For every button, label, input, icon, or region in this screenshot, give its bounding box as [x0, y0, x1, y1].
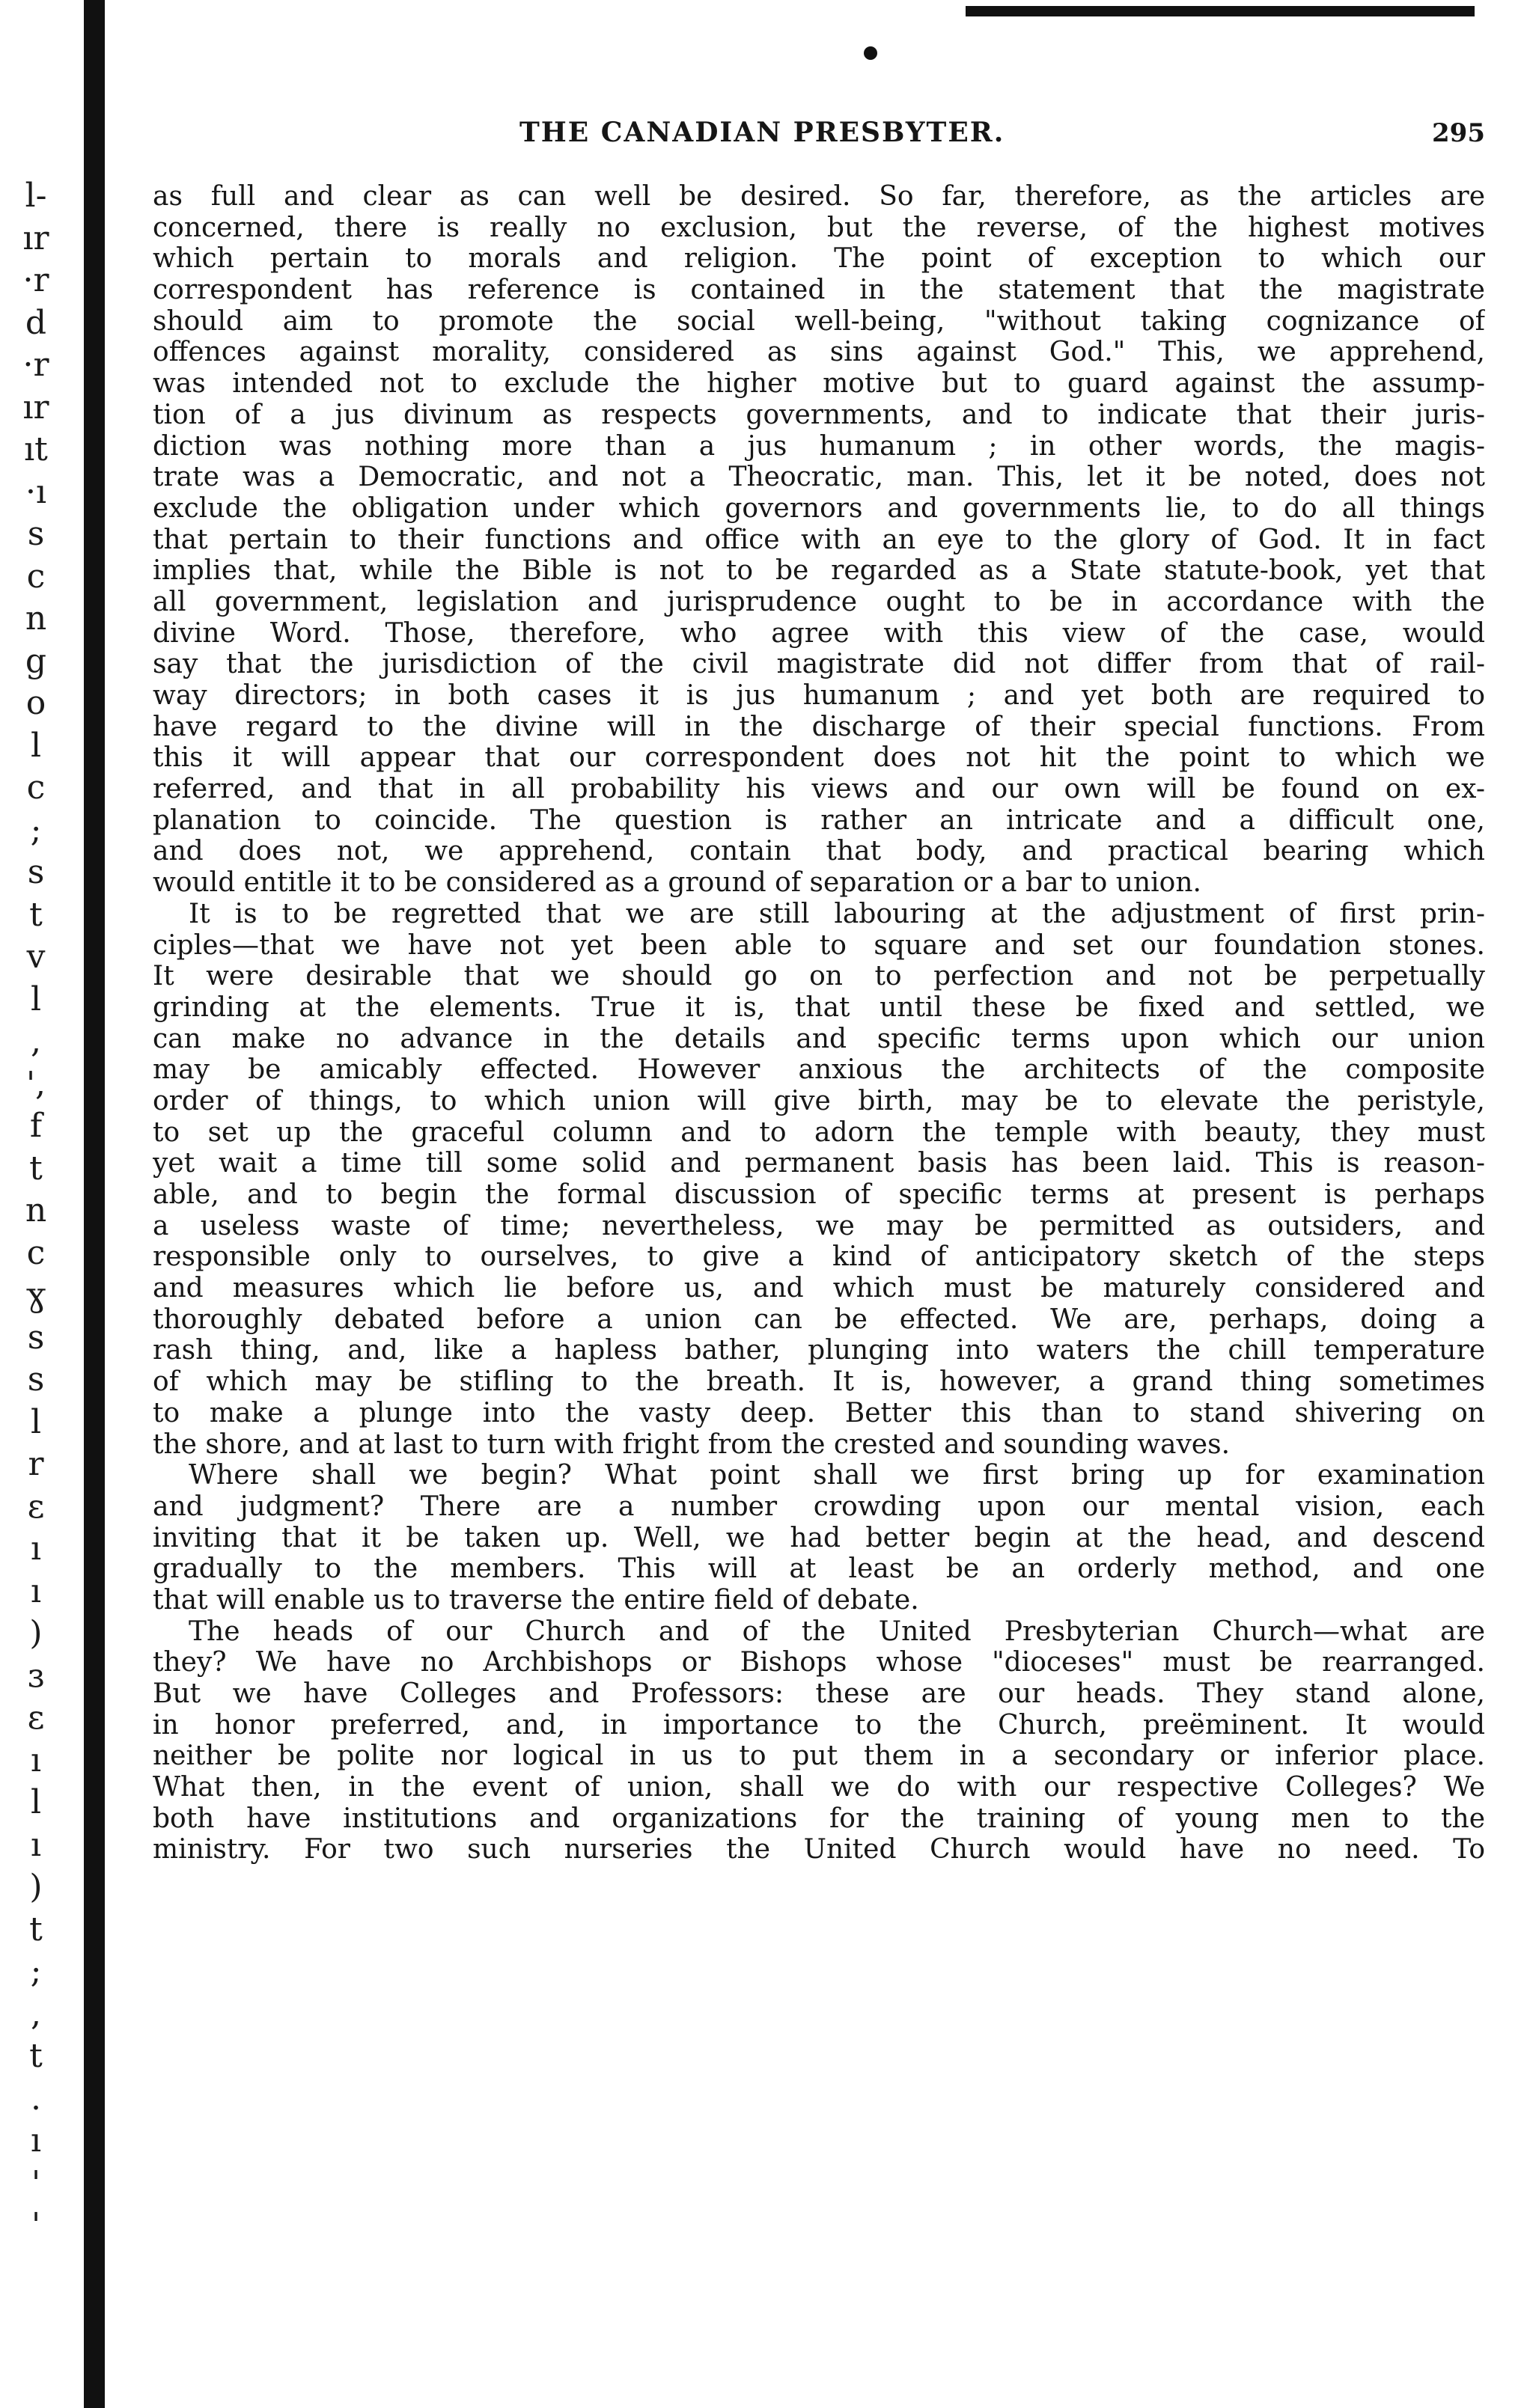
margin-fragment: ı [30, 1741, 42, 1779]
text-line: divine Word. Those, therefore, who agree with this view of the case, would [153, 617, 1485, 649]
text-line: order of things, to which union will give birth, may be to elevate the peristyle, [153, 1085, 1485, 1116]
margin-fragment: l [30, 1402, 42, 1441]
margin-fragment: ε [27, 1487, 45, 1526]
text-line: planation to coincide. The question is rather an intricate and a difficult one, [153, 804, 1485, 836]
text-line: and judgment? There are a number crowding upon our mental vision, each [153, 1491, 1485, 1522]
page-header [153, 117, 1485, 169]
margin-fragment: s [27, 1318, 45, 1357]
text-line: to make a plunge into the vasty deep. Better this than to stand shivering on [153, 1397, 1485, 1428]
margin-fragment: ɛ [27, 1699, 45, 1737]
text-line: It were desirable that we should go on to perfection and not be perpetually [153, 961, 1485, 992]
margin-fragment: ı [30, 1571, 42, 1610]
page-number: 295 [1432, 118, 1485, 148]
margin-fragment: f [29, 1107, 43, 1145]
text-line: yet wait a time till some solid and permanent basis has been laid. This is reason- [153, 1148, 1485, 1179]
margin-fragment: n [25, 1191, 47, 1229]
running-title: THE CANADIAN PRESBYTER. [519, 117, 1005, 148]
text-line: have regard to the divine will in the discharge of their special functions. From [153, 711, 1485, 742]
article-body [153, 181, 1485, 2336]
margin-fragment: ) [29, 1868, 43, 1906]
text-line: offences against morality, considered as sins against God." This, we apprehend, [153, 337, 1485, 368]
text-line: grinding at the elements. True it is, that until these be fixed and settled, we [153, 991, 1485, 1023]
margin-fragment: ·r [22, 261, 49, 299]
text-line: correspondent has reference is contained in the statement that the magistrate [153, 275, 1485, 306]
text-line: may be amicably effected. However anxious the architects of the composite [153, 1054, 1485, 1086]
text-line: as full and clear as can well be desired. So far, therefore, as the articles are [153, 181, 1485, 212]
margin-fragment: g [25, 641, 47, 680]
text-line: way directors; in both cases it is jus humanum ; and yet both are required to [153, 680, 1485, 711]
margin-fragment: ' [31, 2206, 41, 2244]
text-line: was intended not to exclude the higher motive but to guard against the assump- [153, 368, 1485, 400]
margin-fragment: l- [25, 177, 47, 215]
text-line: ciples—that we have not yet been able to square and set our foundation stones. [153, 929, 1485, 961]
margin-fragment: t [29, 2037, 43, 2075]
margin-fragment: , [31, 1022, 41, 1060]
margin-fragment: s [27, 515, 45, 553]
margin-fragment: ' [31, 2163, 41, 2202]
margin-fragment: l [30, 1783, 42, 1821]
margin-fragment: s [27, 1360, 45, 1399]
margin-fragment: ·ı [25, 472, 47, 511]
margin-fragment: ; [30, 1952, 42, 1990]
text-line: ministry. For two such nurseries the United Church would have no need. To [153, 1834, 1485, 1865]
text-line: It is to be regretted that we are still labouring at the adjustment of first prin- [189, 898, 1485, 929]
text-line: rash thing, and, like a hapless bather, plunging into waters the chill temperature [153, 1335, 1485, 1366]
margin-fragment: t [29, 1910, 43, 1949]
margin-fragment: ı [30, 1825, 42, 1864]
left-margin-fragments [0, 177, 72, 2260]
text-line: tion of a jus divinum as respects governments, and to indicate that their juris- [153, 399, 1485, 430]
text-line: diction was nothing more than a jus humanum ; in other words, the magis- [153, 430, 1485, 462]
margin-fragment: ı [30, 2121, 42, 2160]
text-line: concerned, there is really no exclusion, but the reverse, of the highest motives [153, 212, 1485, 243]
text-line: that pertain to their functions and office with an eye to the glory of God. It in fact [153, 524, 1485, 555]
margin-fragment: ) [29, 1614, 43, 1652]
text-line: in honor preferred, and, in importance to the Church, preëminent. It would [153, 1709, 1485, 1741]
text-line: of which may be stifling to the breath. It is, however, a grand thing sometimes [153, 1366, 1485, 1398]
text-line: trate was a Democratic, and not a Theocratic, man. This, let it be noted, does not [153, 462, 1485, 493]
text-line: implies that, while the Bible is not to be regarded as a State statute-book, yet that [153, 555, 1485, 587]
text-line: and measures which lie before us, and which must be maturely considered and [153, 1273, 1485, 1304]
text-line: can make no advance in the details and specific terms upon which our union [153, 1023, 1485, 1054]
text-line: Where shall we begin? What point shall we first bring up for examination [189, 1460, 1485, 1491]
text-line: inviting that it be taken up. Well, we had better begin at the head, and descend [153, 1522, 1485, 1553]
text-line: referred, and that in all probability his views and our own will be found on ex- [153, 774, 1485, 805]
text-line: would entitle it to be considered as a ground of separation or a bar to union. [153, 867, 1201, 899]
text-line: able, and to begin the formal discussion of specific terms at present is perhaps [153, 1179, 1485, 1210]
margin-fragment: l [30, 726, 42, 765]
text-line: both have institutions and organizations for the training of young men to the [153, 1803, 1485, 1834]
text-line: thoroughly debated before a union can be effected. We are, perhaps, doing a [153, 1304, 1485, 1335]
margin-fragment: r [28, 1445, 44, 1483]
gutter-rule [84, 0, 105, 2408]
margin-fragment: ır [22, 388, 49, 427]
scan-dot-mark [864, 46, 877, 60]
margin-fragment: l [30, 980, 42, 1018]
margin-fragment: ·r [22, 346, 49, 384]
text-line: gradually to the members. This will at least be an orderly method, and one [153, 1553, 1485, 1585]
text-line: to set up the graceful column and to adorn the temple with beauty, they must [153, 1116, 1485, 1148]
margin-fragment: o [25, 684, 46, 722]
margin-fragment: ır [22, 219, 49, 257]
text-line: But we have Colleges and Professors: these are our heads. They stand alone, [153, 1678, 1485, 1709]
text-line: should aim to promote the social well-being, "without taking cognizance of [153, 305, 1485, 337]
text-line: that will enable us to traverse the entire field of debate. [153, 1584, 919, 1616]
text-line: responsible only to ourselves, to give a kind of anticipatory sketch of the steps [153, 1241, 1485, 1273]
margin-fragment: c [26, 768, 46, 807]
margin-fragment: t [29, 895, 43, 934]
text-line: they? We have no Archbishops or Bishops whose "dioceses" must be rearranged. [153, 1647, 1485, 1678]
margin-fragment: d [25, 303, 47, 342]
margin-fragment: ; [30, 810, 42, 849]
text-line: a useless waste of time; nevertheless, we may be permitted as outsiders, and [153, 1210, 1485, 1241]
margin-fragment: , [31, 1994, 41, 2033]
margin-fragment: ı [30, 1530, 42, 1568]
margin-fragment: ɜ [27, 1656, 45, 1695]
margin-fragment: . [31, 2079, 41, 2118]
margin-fragment: v [26, 938, 46, 976]
margin-fragment: t [29, 1149, 43, 1188]
text-line: the shore, and at last to turn with fright from the crested and sounding waves. [153, 1428, 1231, 1460]
text-line: exclude the obligation under which governors and governments lie, to do all things [153, 492, 1485, 524]
scan-top-rule [966, 6, 1475, 16]
margin-fragment: ', [25, 1064, 46, 1103]
text-line: which pertain to morals and religion. The point of exception to which our [153, 243, 1485, 275]
margin-fragment: ıt [24, 430, 48, 468]
text-line: this it will appear that our correspondent does not hit the point to which we [153, 742, 1485, 774]
text-line: neither be polite nor logical in us to put them in a secondary or inferior place. [153, 1741, 1485, 1772]
text-line: The heads of our Church and of the United Presbyterian Church—what are [189, 1616, 1485, 1647]
text-line: and does not, we apprehend, contain that body, and practical bearing which [153, 836, 1485, 867]
margin-fragment: n [25, 599, 47, 638]
margin-fragment: c [26, 1233, 46, 1272]
text-line: say that the jurisdiction of the civil magistrate did not differ from that of rail- [153, 649, 1485, 680]
text-line: all government, legislation and jurisprudence ought to be in accordance with the [153, 586, 1485, 617]
margin-fragment: c [26, 557, 46, 596]
margin-fragment: ɣ [25, 1276, 46, 1314]
margin-fragment: s [27, 853, 45, 891]
text-line: What then, in the event of union, shall we do with our respective Colleges? We [153, 1772, 1485, 1803]
